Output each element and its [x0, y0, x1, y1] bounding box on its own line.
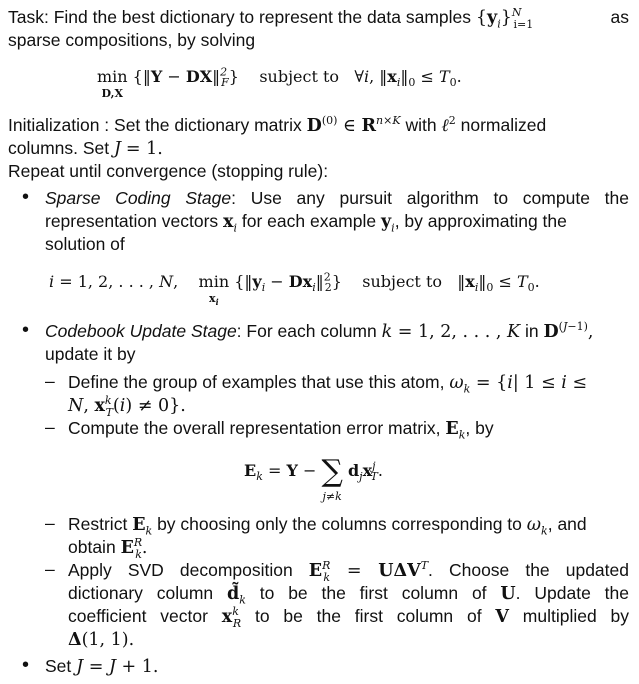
sparse-line-3: solution of: [45, 234, 125, 254]
dash-compute: –: [45, 417, 55, 437]
dash-restrict: –: [45, 513, 55, 533]
restrict-line-2: obtain $E^R_k$.: [68, 536, 148, 561]
sparse-equation: i = 1, 2, . . . , N, min $x_i$ {$‖y_i$ − $Dx_i‖^2_2$} subject to $‖x_i‖_0 \le T_0$.: [49, 270, 540, 308]
bullet-sparse: •: [22, 186, 30, 208]
svd-line-2: dictionary column $d̃_k$ to be the first column of U. Update the: [68, 583, 629, 607]
define-line-1: Define the group of examples that use this atom, $\omega_k = \{i|$ 1 ≤ i ≤: [68, 372, 588, 396]
init-line-2: columns. Set J = 1.: [8, 138, 163, 159]
compute-line: Compute the overall representation error matrix, $E_k$, by: [68, 418, 494, 442]
repeat-line: Repeat until convergence (stopping rule):: [8, 161, 329, 181]
codebook-line-2: update it by: [45, 344, 136, 364]
sparse-line-2: representation vectors $x_i$ for each example $y_i$, by approximating the: [45, 211, 567, 235]
svd-line-4: Δ(1, 1).: [68, 630, 135, 650]
objective-equation: min D,X {‖Y − DX‖$^2_F$} subject to ∀i, $‖x_i‖_0 \le T_0$.: [97, 65, 462, 100]
sparse-line-1: Sparse Coding Stage: Use any pursuit algorithm to compute the: [45, 188, 629, 208]
svd-line-3: coefficient vector $x^k_R$ to be the first column of V multiplied by: [68, 605, 629, 630]
set-j-line: Set J = J + 1.: [45, 656, 159, 677]
dash-define: –: [45, 371, 55, 391]
bullet-codebook: •: [22, 319, 30, 341]
task-line-1: Task: Find the best dictionary to represent the data samples $\{y_i\}^N_{i=1}$ as: [8, 6, 629, 31]
restrict-line-1: Restrict $E_k$ by choosing only the columns corresponding to $\omega_k$, and: [68, 514, 587, 538]
task-line-2: sparse compositions, by solving: [8, 30, 256, 50]
codebook-line-1: Codebook Update Stage: For each column k = 1, 2, . . . , K in $D^{(J-1)}$,: [45, 320, 594, 342]
init-line-1: Initialization : Set the dictionary matrix $D^{(0)}$ ∈ $R^{n\times K}$ with ℓ$^2$ normalized: [8, 114, 547, 136]
error-equation: $E_k = Y$ − ∑ j≠k $d_jx^j_T$.: [244, 454, 383, 503]
define-line-2: N, $x^k_T(i) \ne 0$}.: [68, 394, 186, 419]
svd-line-1: Apply SVD decomposition $E^R_k = U\Delta V^T$. Choose the updated: [68, 559, 629, 584]
bullet-set-j: •: [22, 654, 30, 676]
dash-svd: –: [45, 559, 55, 579]
